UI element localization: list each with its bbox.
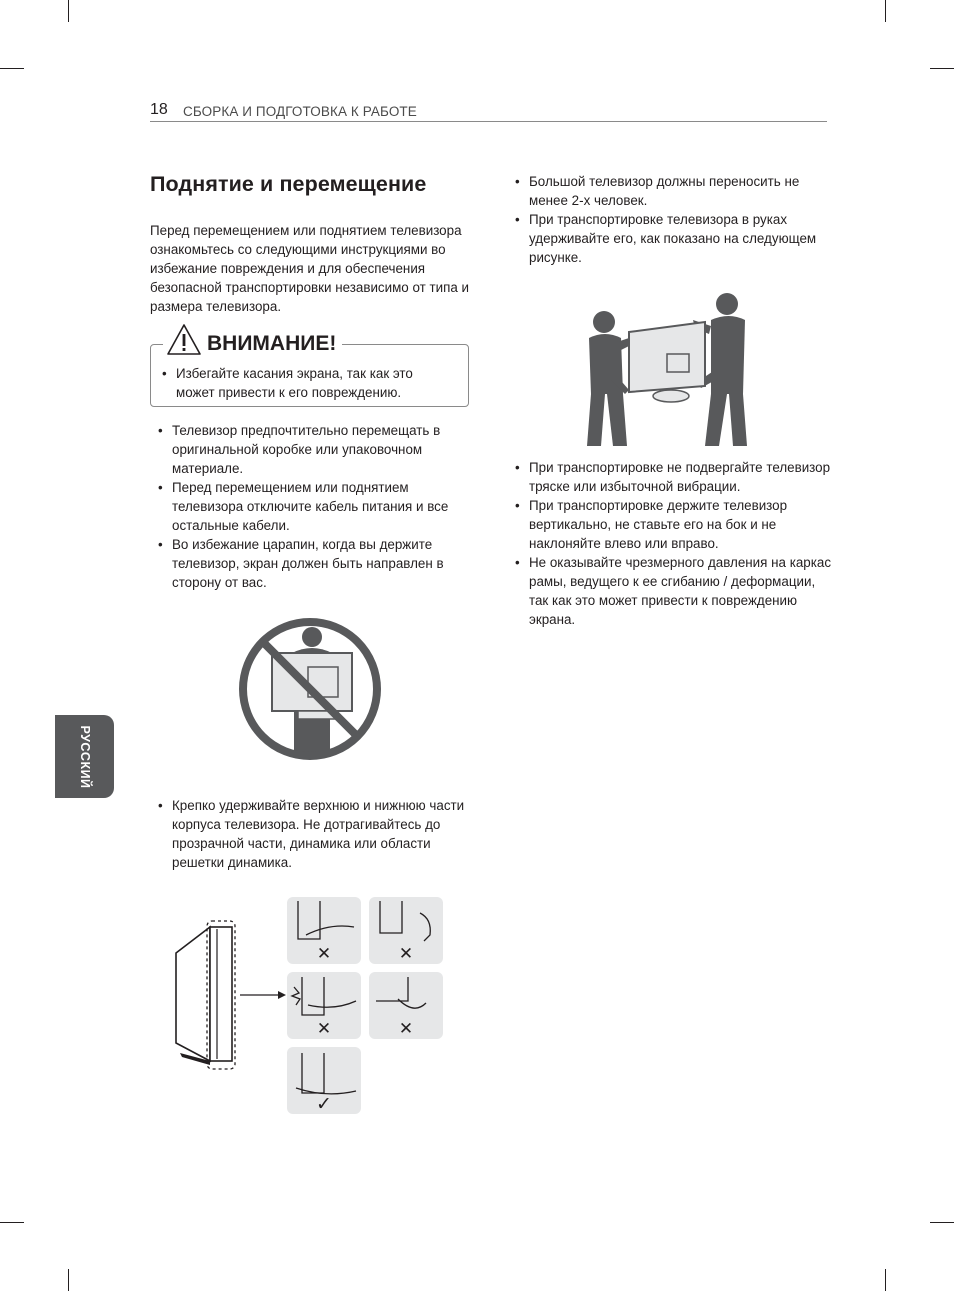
section-title: Поднятие и перемещение — [150, 172, 427, 196]
crop-mark — [885, 0, 886, 22]
list-item: • При транспортировке телевизора в руках удерживайте его, как показано на следующем рисунке. — [507, 210, 837, 267]
tv-edge-frame — [210, 927, 232, 1061]
caution-header — [163, 320, 342, 358]
two-person-carry-illustration — [587, 290, 747, 446]
caution-title: ВНИМАНИЕ! — [207, 332, 337, 355]
caution-list — [154, 364, 454, 402]
handling-list — [150, 421, 480, 592]
crop-mark — [68, 0, 69, 22]
person-head — [302, 627, 322, 647]
list-item: • Избегайте касания экрана, так как это может привести к его повреждению. — [154, 364, 454, 402]
carry-list — [507, 172, 837, 267]
crop-mark — [0, 68, 24, 69]
grip-list — [150, 796, 470, 872]
grip-mark-wrong: ✕ — [398, 944, 414, 964]
header-divider — [150, 121, 827, 122]
language-tab — [55, 715, 114, 798]
grip-mark-correct: ✓ — [316, 1093, 332, 1115]
tv-side-view-illustration — [170, 893, 460, 1123]
crop-mark — [930, 1222, 954, 1223]
list-item: • Во избежание царапин, когда вы держите телевизор, экран должен быть направлен в сторону от вас. — [150, 535, 480, 592]
warning-triangle-icon — [167, 324, 201, 355]
grip-mark-wrong: ✕ — [316, 944, 332, 964]
list-item: • При транспортировке не подвергайте телевизор тряске или избыточной вибрации. — [507, 458, 837, 496]
arrow-head-icon — [278, 991, 286, 999]
tv-stand — [653, 390, 689, 402]
grip-mark-wrong: ✕ — [316, 1019, 332, 1039]
prohibited-carry-illustration — [238, 617, 382, 761]
crop-mark — [930, 68, 954, 69]
list-item: • Телевизор предпочтительно перемещать в оригинальной коробке или упаковочном материале. — [150, 421, 480, 478]
crop-mark — [68, 1269, 69, 1291]
crop-mark — [0, 1222, 24, 1223]
running-header: СБОРКА И ПОДГОТОВКА К РАБОТЕ — [183, 104, 417, 119]
list-item: • Крепко удерживайте верхнюю и нижнюю части корпуса телевизора. Не дотрагивайтесь до прозрачной части, динамика или области решетки динамика. — [150, 796, 470, 872]
list-item: • Не оказывайте чрезмерного давления на каркас рамы, ведущего к ее сгибанию / деформации, так как это может привести к повреждению экрана. — [507, 553, 837, 629]
language-tab-label: РУССКИЙ — [77, 724, 92, 789]
tv-panel — [176, 927, 210, 1061]
transport-list — [507, 458, 837, 629]
list-item: • Перед перемещением или поднятием телевизора отключите кабель питания и все остальные кабели. — [150, 478, 480, 535]
list-item: • При транспортировке держите телевизор вертикально, не ставьте его на бок и не наклоняйте влево или вправо. — [507, 496, 837, 553]
list-item: • Большой телевизор должны переносить не менее 2-х человек. — [507, 172, 837, 210]
crop-mark — [885, 1269, 886, 1291]
grip-mark-wrong: ✕ — [398, 1019, 414, 1039]
intro-paragraph: Перед перемещением или поднятием телевизора ознакомьтесь со следующими инструкциями во избежание повреждения и для обеспечения безопасной транспортировки независимо от типа и размера телевизора. — [150, 223, 469, 314]
page-number: 18 — [150, 101, 168, 118]
